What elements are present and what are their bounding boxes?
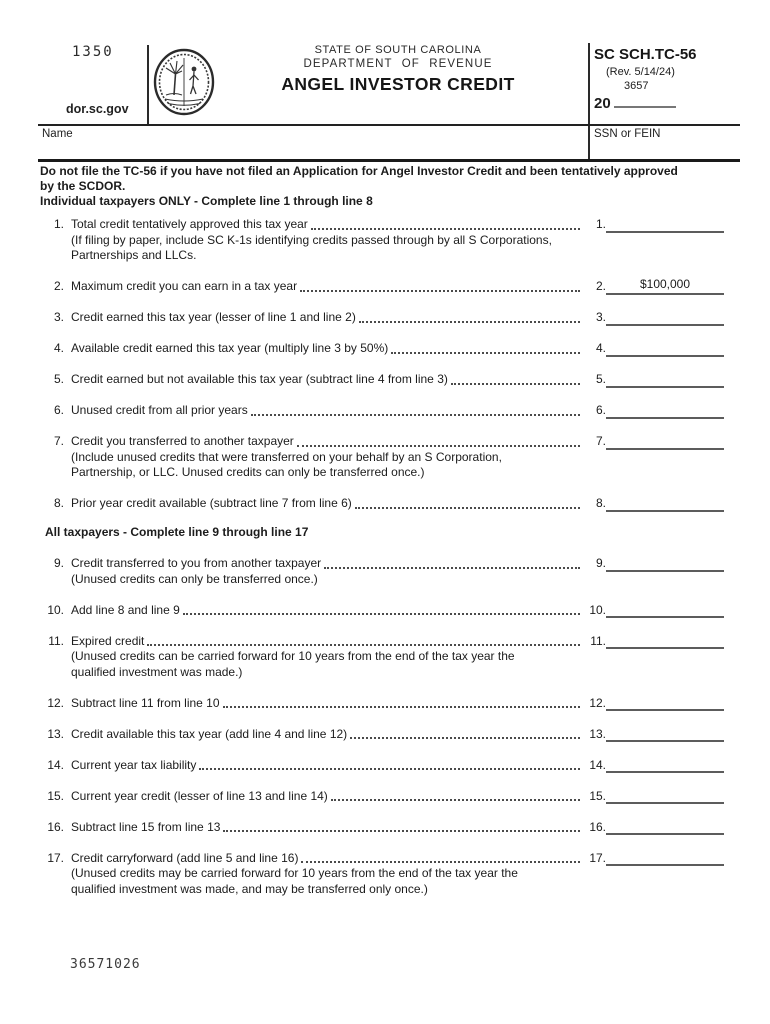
dot-leader bbox=[311, 228, 580, 230]
line-1-amount-field[interactable] bbox=[606, 215, 724, 233]
line-4-number: 4. bbox=[53, 341, 64, 355]
line-8-answer-number: 8. bbox=[595, 496, 606, 510]
dot-leader bbox=[355, 507, 580, 509]
form-body bbox=[40, 164, 724, 897]
line-5-answer-number: 5. bbox=[595, 372, 606, 386]
line-item-12 bbox=[40, 694, 724, 712]
line-17-number: 17. bbox=[47, 850, 64, 865]
line-item-13 bbox=[40, 725, 724, 743]
line-7-text: Credit you transferred to another taxpayer bbox=[71, 434, 294, 448]
footer-form-code: 36571026 bbox=[70, 957, 141, 972]
line-15-amount-field[interactable] bbox=[606, 787, 724, 805]
state-line: STATE OF SOUTH CAROLINA bbox=[314, 44, 482, 56]
line-7-amount-field[interactable] bbox=[606, 432, 724, 450]
schedule-number: SC SCH.TC-56 bbox=[594, 46, 697, 63]
dot-leader bbox=[300, 290, 580, 292]
line-7-note: (Include unused credits that were transferred on your behalf by an S Corporation, bbox=[71, 449, 502, 464]
line-item-3 bbox=[40, 308, 724, 326]
dot-leader bbox=[199, 768, 580, 770]
line-1-note: Partnerships and LLCs. bbox=[71, 248, 197, 262]
line-10-text: Add line 8 and line 9 bbox=[71, 602, 180, 617]
line-9-answer-number: 9. bbox=[595, 556, 606, 570]
line-14-text: Current year tax liability bbox=[71, 757, 197, 772]
line-6-text: Unused credit from all prior years bbox=[71, 403, 248, 417]
line-10-answer-number: 10. bbox=[589, 602, 606, 617]
line-2-answer-number: 2. bbox=[595, 279, 606, 293]
line-1-answer-number: 1. bbox=[595, 217, 606, 231]
line-4-answer-number: 4. bbox=[595, 341, 606, 355]
dot-leader bbox=[301, 861, 580, 863]
dot-leader bbox=[251, 414, 580, 416]
dot-leader bbox=[324, 567, 580, 569]
dor-website-text: dor.sc.gov bbox=[66, 102, 129, 116]
form-code-1350: 1350 bbox=[72, 44, 114, 60]
form-title: ANGEL INVESTOR CREDIT bbox=[281, 74, 515, 94]
dot-leader bbox=[350, 737, 580, 739]
line-11-number: 11. bbox=[48, 633, 64, 648]
line-6-number: 6. bbox=[53, 403, 64, 417]
line-7-answer-number: 7. bbox=[595, 434, 606, 448]
line-5-amount-field[interactable] bbox=[606, 370, 724, 388]
dot-leader bbox=[359, 321, 580, 323]
line-item-10 bbox=[40, 601, 724, 619]
line-2-number: 2. bbox=[53, 279, 64, 293]
line-16-answer-number: 16. bbox=[589, 819, 606, 834]
line-11-note: qualified investment was made.) bbox=[71, 664, 243, 679]
line-17-note: qualified investment was made, and may be transferred only once.) bbox=[71, 881, 428, 896]
line-3-number: 3. bbox=[53, 310, 64, 324]
line-item-14 bbox=[40, 756, 724, 774]
header-left-divider bbox=[147, 45, 149, 125]
tax-year-field[interactable] bbox=[614, 94, 676, 108]
dot-leader bbox=[331, 799, 580, 801]
dot-leader bbox=[297, 445, 580, 447]
dot-leader bbox=[147, 644, 580, 646]
line-item-6 bbox=[40, 401, 724, 419]
line-16-number: 16. bbox=[47, 819, 64, 834]
line-11-note: (Unused credits can be carried forward for 10 years from the end of the tax year the bbox=[71, 649, 515, 663]
south-carolina-state-seal-icon bbox=[153, 48, 215, 116]
line-11-text: Expired credit bbox=[71, 633, 145, 648]
line-item-15 bbox=[40, 787, 724, 805]
line-15-answer-number: 15. bbox=[589, 788, 606, 803]
line-14-answer-number: 14. bbox=[589, 757, 606, 772]
header-title-block bbox=[218, 44, 578, 95]
line-17-answer-number: 17. bbox=[589, 850, 606, 865]
dot-leader bbox=[183, 613, 580, 615]
line-8-amount-field[interactable] bbox=[606, 494, 724, 512]
ssn-fein-label: SSN or FEIN bbox=[594, 128, 661, 140]
name-field[interactable] bbox=[42, 142, 572, 159]
line-8-text: Prior year credit available (subtract line 7 from line 6) bbox=[71, 496, 352, 510]
line-3-answer-number: 3. bbox=[595, 310, 606, 324]
year-prefix: 20 bbox=[594, 95, 611, 112]
line-11-amount-field[interactable] bbox=[606, 632, 724, 650]
line-16-text: Subtract line 15 from line 13 bbox=[71, 819, 221, 834]
line-8-number: 8. bbox=[53, 496, 64, 510]
department-line: DEPARTMENT OF REVENUE bbox=[303, 58, 493, 70]
line-item-1 bbox=[40, 215, 724, 233]
line-12-number: 12. bbox=[47, 695, 64, 710]
line-17-amount-field[interactable] bbox=[606, 849, 724, 867]
line-1-note: (If filing by paper, include SC K-1s identifying credits passed through by all S Corporations, bbox=[71, 232, 552, 247]
line-17-note: (Unused credits may be carried forward for 10 years from the end of the tax year the bbox=[71, 866, 518, 880]
line-item-2 bbox=[40, 277, 724, 295]
header-bottom-rule bbox=[38, 124, 740, 126]
line-14-number: 14. bbox=[47, 757, 64, 772]
line-12-answer-number: 12. bbox=[589, 695, 606, 710]
do-not-file-warning-line1: Do not file the TC-56 if you have not filed an Application for Angel Investor Credit and been tentatively approved bbox=[40, 164, 678, 178]
line-7-number: 7. bbox=[53, 434, 64, 448]
line-10-number: 10. bbox=[47, 602, 64, 617]
ssn-fein-field[interactable] bbox=[594, 142, 734, 159]
schedule-box bbox=[594, 46, 740, 112]
line-9-amount-field[interactable] bbox=[606, 554, 724, 572]
line-6-amount-field[interactable] bbox=[606, 401, 724, 419]
line-15-number: 15. bbox=[47, 788, 64, 803]
dot-leader bbox=[451, 383, 580, 385]
line-1-number: 1. bbox=[53, 217, 64, 231]
revision-date: (Rev. 5/14/24) bbox=[606, 66, 675, 78]
do-not-file-warning-line2: by the SCDOR. bbox=[40, 178, 126, 193]
line-13-text: Credit available this tax year (add line 4 and line 12) bbox=[71, 726, 348, 741]
line-2-amount-value: $100,000 bbox=[639, 277, 691, 291]
barcode-id: 3657 bbox=[624, 80, 649, 92]
line-17-text: Credit carryforward (add line 5 and line 16) bbox=[71, 850, 299, 865]
dot-leader bbox=[223, 706, 580, 708]
line-item-9 bbox=[40, 554, 724, 572]
line-item-8 bbox=[40, 494, 724, 512]
line-2-text: Maximum credit you can earn in a tax year bbox=[71, 279, 298, 293]
line-13-amount-field[interactable] bbox=[606, 725, 724, 743]
name-label: Name bbox=[42, 128, 73, 140]
line-9-note: (Unused credits can only be transferred once.) bbox=[71, 571, 318, 586]
line-10-amount-field[interactable] bbox=[606, 601, 724, 619]
line-9-text: Credit transferred to you from another taxpayer bbox=[71, 556, 322, 570]
tax-year-row bbox=[594, 94, 740, 112]
section-header-all-taxpayers: All taxpayers - Complete line 9 through line 17 bbox=[45, 525, 309, 539]
line-item-16 bbox=[40, 818, 724, 836]
dot-leader bbox=[223, 830, 580, 832]
section-header-individual: Individual taxpayers ONLY - Complete line 1 through line 8 bbox=[40, 193, 373, 208]
line-15-text: Current year credit (lesser of line 13 and line 14) bbox=[71, 788, 328, 803]
line-9-number: 9. bbox=[53, 556, 64, 570]
line-item-17 bbox=[40, 849, 724, 867]
line-16-amount-field[interactable] bbox=[606, 818, 724, 836]
line-1-text: Total credit tentatively approved this tax year bbox=[71, 217, 308, 231]
line-12-text: Subtract line 11 from line 10 bbox=[71, 695, 220, 710]
line-4-amount-field[interactable] bbox=[606, 339, 724, 357]
line-item-5 bbox=[40, 370, 724, 388]
line-item-11 bbox=[40, 632, 724, 650]
line-12-amount-field[interactable] bbox=[606, 694, 724, 712]
line-3-amount-field[interactable] bbox=[606, 308, 724, 326]
line-6-answer-number: 6. bbox=[595, 403, 606, 417]
line-14-amount-field[interactable] bbox=[606, 756, 724, 774]
line-3-text: Credit earned this tax year (lesser of line 1 and line 2) bbox=[71, 310, 356, 324]
line-13-number: 13. bbox=[47, 726, 64, 741]
line-7-note: Partnership, or LLC. Unused credits can only be transferred once.) bbox=[71, 465, 425, 479]
line-4-text: Available credit earned this tax year (multiply line 3 by 50%) bbox=[71, 341, 389, 355]
line-2-amount-field[interactable] bbox=[606, 277, 724, 295]
line-5-number: 5. bbox=[53, 372, 64, 386]
dot-leader bbox=[391, 352, 580, 354]
line-item-7 bbox=[40, 432, 724, 450]
instructions-top-rule bbox=[38, 159, 740, 162]
header-right-divider bbox=[588, 43, 590, 161]
line-13-answer-number: 13. bbox=[589, 726, 606, 741]
line-item-4 bbox=[40, 339, 724, 357]
line-11-answer-number: 11. bbox=[590, 633, 606, 648]
line-5-text: Credit earned but not available this tax year (subtract line 4 from line 3) bbox=[71, 372, 448, 386]
